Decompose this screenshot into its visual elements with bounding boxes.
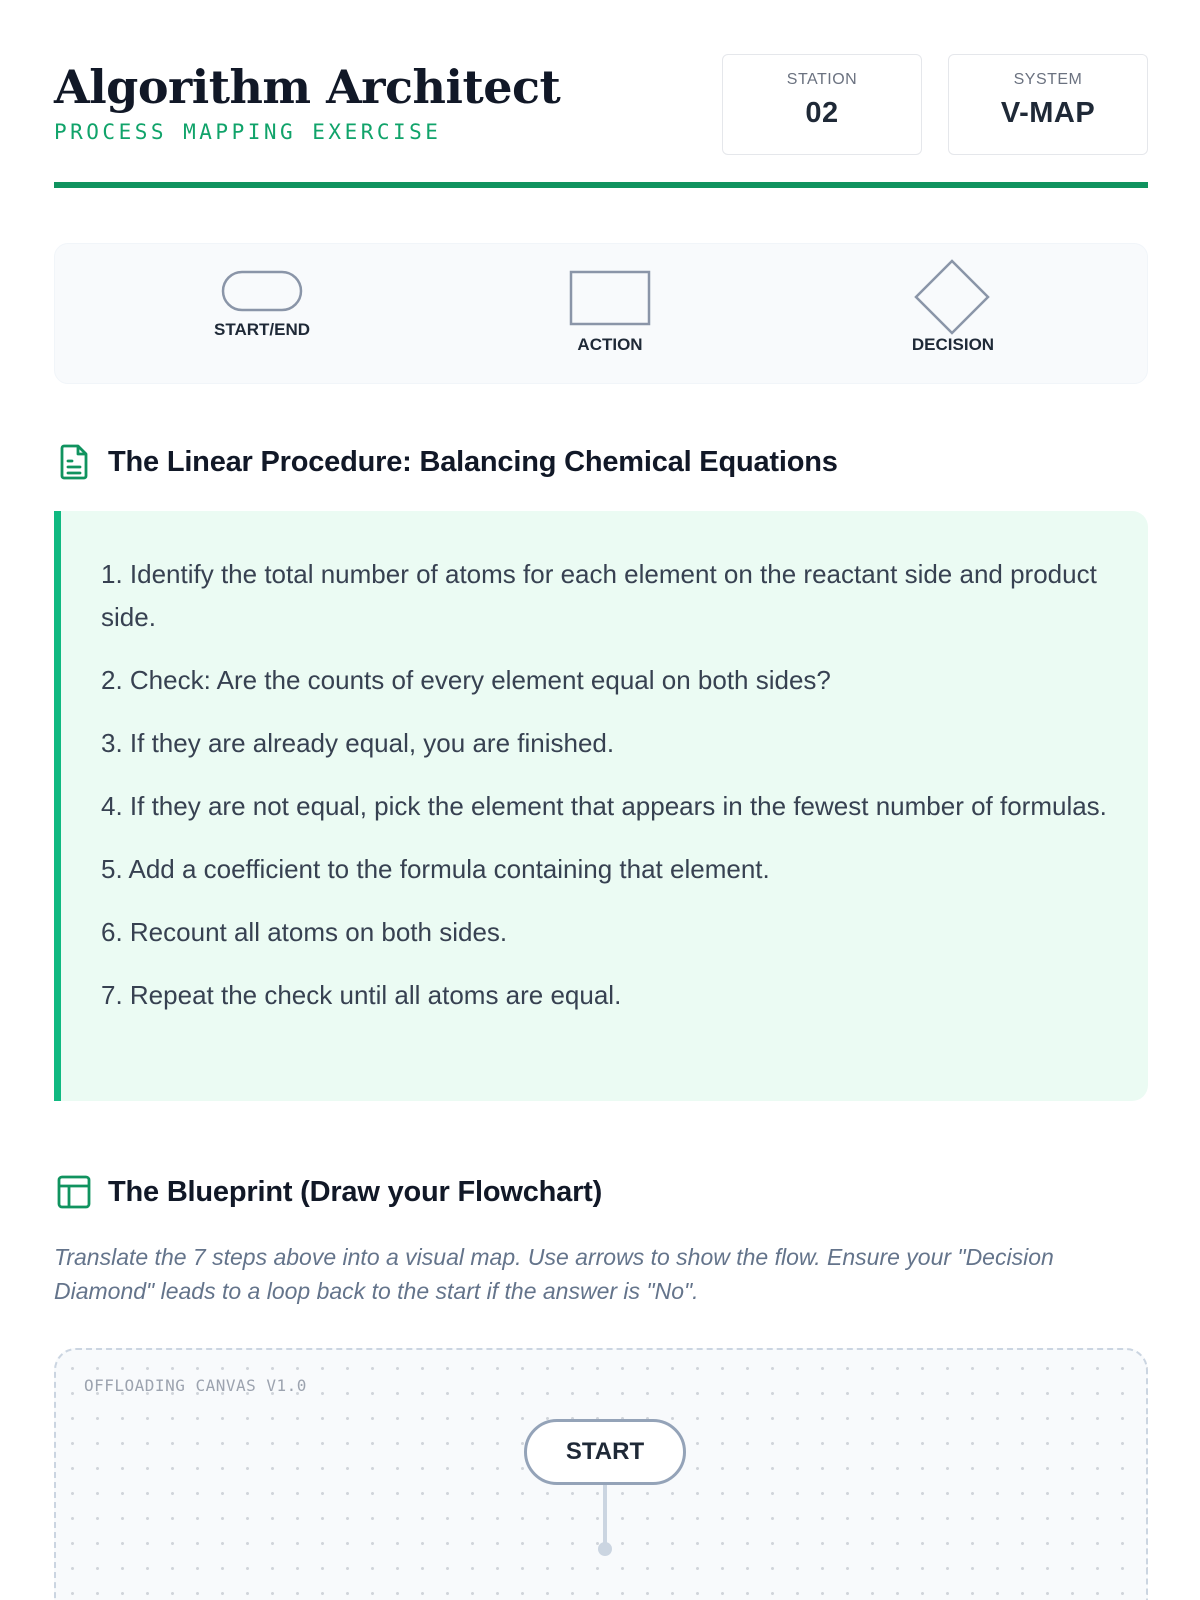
process-shape-icon [569,270,651,326]
page-title: Algorithm Architect [54,60,561,114]
blueprint-title: The Blueprint (Draw your Flowchart) [108,1175,603,1208]
procedure-step: 2. Check: Are the counts of every element equal on both sides? [101,665,831,695]
procedure-steps-panel [54,511,1148,1101]
start-connector-line [603,1485,607,1545]
blueprint-heading [54,1172,602,1212]
legend-label-start-end: START/END [213,320,311,339]
procedure-title: The Linear Procedure: Balancing Chemical Equations [108,445,838,478]
page-subtitle: PROCESS MAPPING EXERCISE [54,120,442,144]
system-value: V-MAP [1000,97,1096,129]
procedure-step: 7. Repeat the check until all atoms are equal. [101,980,622,1010]
layout-icon [54,1172,94,1212]
terminal-shape-icon [221,270,303,312]
station-label: STATION [786,71,858,88]
procedure-step-list [101,553,1108,1017]
header-divider [54,182,1148,188]
legend-label-decision: DECISION [911,335,995,354]
procedure-step: 3. If they are already equal, you are finished. [101,728,615,758]
shape-legend [54,243,1148,384]
procedure-step: 6. Recount all atoms on both sides. [101,917,508,947]
document-icon [54,442,94,482]
procedure-heading [54,442,838,482]
canvas-label: OFFLOADING CANVAS V1.0 [84,1376,307,1395]
station-value: 02 [805,97,839,129]
procedure-step: 1. Identify the total number of atoms for each element on the reactant side and product side. [101,559,1097,632]
flowchart-canvas[interactable] [54,1348,1148,1600]
start-node[interactable]: START [524,1419,686,1485]
procedure-step: 4. If they are not equal, pick the element that appears in the fewest number of formulas. [101,791,1107,821]
blueprint-instructions: Translate the 7 steps above into a visual map. Use arrows to show the flow. Ensure your "Decision Diamond" leads to a loop back to the start if the answer is "No". [54,1244,1054,1304]
station-card [722,54,922,155]
connector-handle[interactable] [598,1542,612,1556]
legend-label-action: ACTION [577,335,643,354]
decision-shape-icon [913,258,991,336]
procedure-step: 5. Add a coefficient to the formula containing that element. [101,854,770,884]
system-label: SYSTEM [1013,71,1083,88]
page-header [54,54,1148,190]
system-card [948,54,1148,155]
